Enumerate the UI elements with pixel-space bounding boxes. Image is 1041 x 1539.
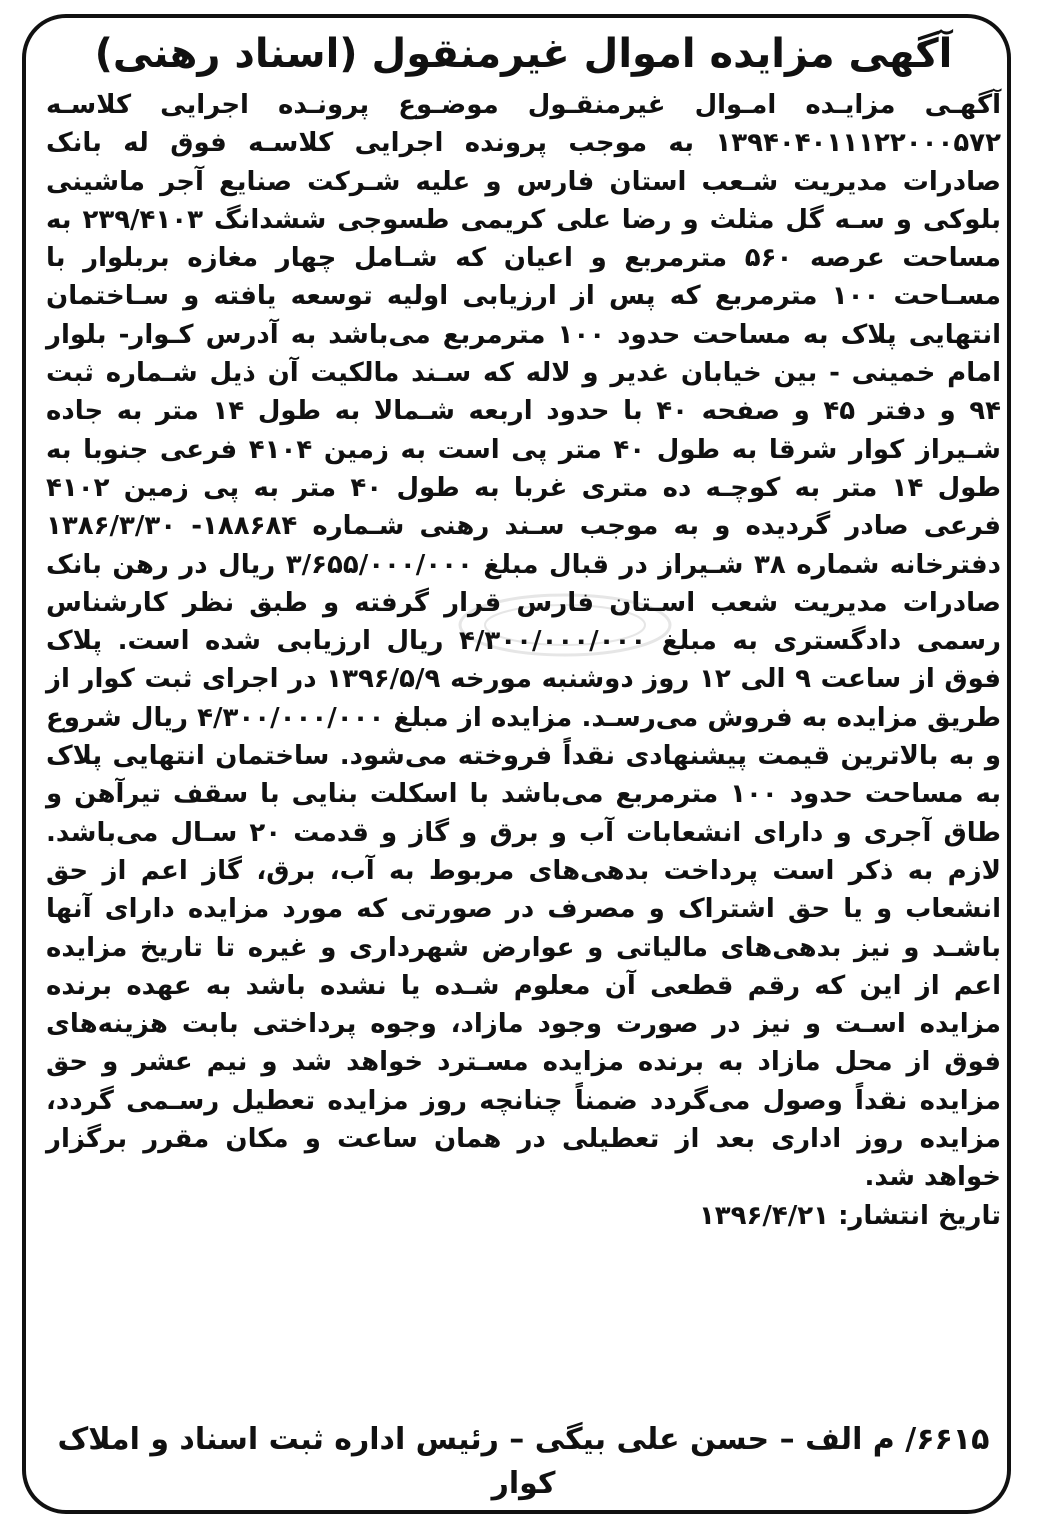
notice-footer: ۶۶۱۵/ م الف – حسن علی بیگی – رئیس اداره ثبت اسناد و املاک کوار [57, 1422, 990, 1501]
publication-date: تاریخ انتشار: ۱۳۹۶/۴/۲۱ [698, 1200, 1001, 1231]
notice-body: آگهـی مزایـده امـوال غیرمنقـول موضـوع پرونـده اجرایی کلاسـه ۱۳۹۴۰۴۰۱۱۱۲۲۰۰۰۵۷۲ به موجب پرونده اجرایی کلاسـه فوق له بانک صادرات مدیریت شـعب استان فارس و علیه شـرکت صنایع آجر ماشینی بلوکی و سـه گل مثلث و رضا علی کریمی طسوجی ششدانگ ۲۳۹/۴۱۰۳ به مساحت عرصه ۵۶۰ مترمربع و اعیان که شـامل چهار مغازه بربلوار با مسـاحت ۱۰۰ مترمربع که پس از ارزیابی اولیه توسعه یافته و سـاختمان انتهایی پلاک به مساحت حدود ۱۰۰ مترمربع می‌باشد به آدرس کـوار- بلوار امام خمینی - بین خیابان غدیر و لاله که سـند مالکیت آن ذیل شـماره ثبت ۹۴ و دفتر ۴۵ و صفحه ۴۰ با حدود اربعه شـمالا به طول ۱۴ متر به جاده شـیراز کوار شرقا به طول ۴۰ متر پی است به زمین ۴۱۰۴ فرعی جنوبا به طول ۱۴ متر به کوچـه ده متری غربا به طول ۴۰ متر به پی زمین ۴۱۰۲ فرعی صادر گردیده و به موجب سـند رهنی شـماره ۱۸۸۶۸۴- ۱۳۸۶/۳/۳۰ دفترخانه شماره ۳۸ شـیراز در قبال مبلغ ۳/۶۵۵/۰۰۰/۰۰۰ ریال در رهن بانک صادرات مدیریت شعب اسـتان فارس قرار گرفته و طبق نظر کارشناس رسمی دادگستری به مبلغ ۴/۳۰۰/۰۰۰/۰۰۰ ریال ارزیابی شده است. پلاک فوق از ساعت ۹ الی ۱۲ روز دوشنبه مورخه ۱۳۹۶/۵/۹ در اجرای ثبت کوار از طریق مزایده به فروش می‌رسـد. مزایده از مبلغ ۴/۳۰۰/۰۰۰/۰۰۰ ریال شروع و به بالاترین قیمت پیشنهادی نقداً فروخته می‌شود. ساختمان انتهایی پلاک به مساحت حدود ۱۰۰ مترمربع می‌باشد با اسکلت بنایی با سقف تیرآهن و طاق آجری و دارای انشعابات آب و برق و گاز و قدمت ۲۰ سـال می‌باشد. لازم به ذکر است پرداخت بدهی‌های مربوط به آب، برق، گاز اعم از حق انشعاب و یا حق اشتراک و مصرف در صورتی که مورد مزایده دارای آنها باشـد و نیز بدهی‌های مالیاتی و عوارض شهرداری و غیره تا تاریخ مزایده اعم از این که رقم قطعی آن معلوم شـده یا نشده باشد به عهده برنده مزایده اسـت و نیز در صورت وجود مازاد، وجوه پرداختی بابت هزینه‌های فوق از محل مازاد به برنده مزایده مسـترد خواهد شد و نیم عشر و حق مزایده نقداً وصول می‌گردد ضمناً چنانچه روز مزایده تعطیل رسـمی گردد، مزایده روز اداری بعد از تعطیلی در همان ساعت و مکان مقرر برگزار خواهد شد. [46, 90, 1002, 1193]
notice-title: آگهی مزایده اموال غیرمنقول (اسناد رهنی) [94, 31, 953, 77]
notice-content [46, 26, 1001, 1235]
